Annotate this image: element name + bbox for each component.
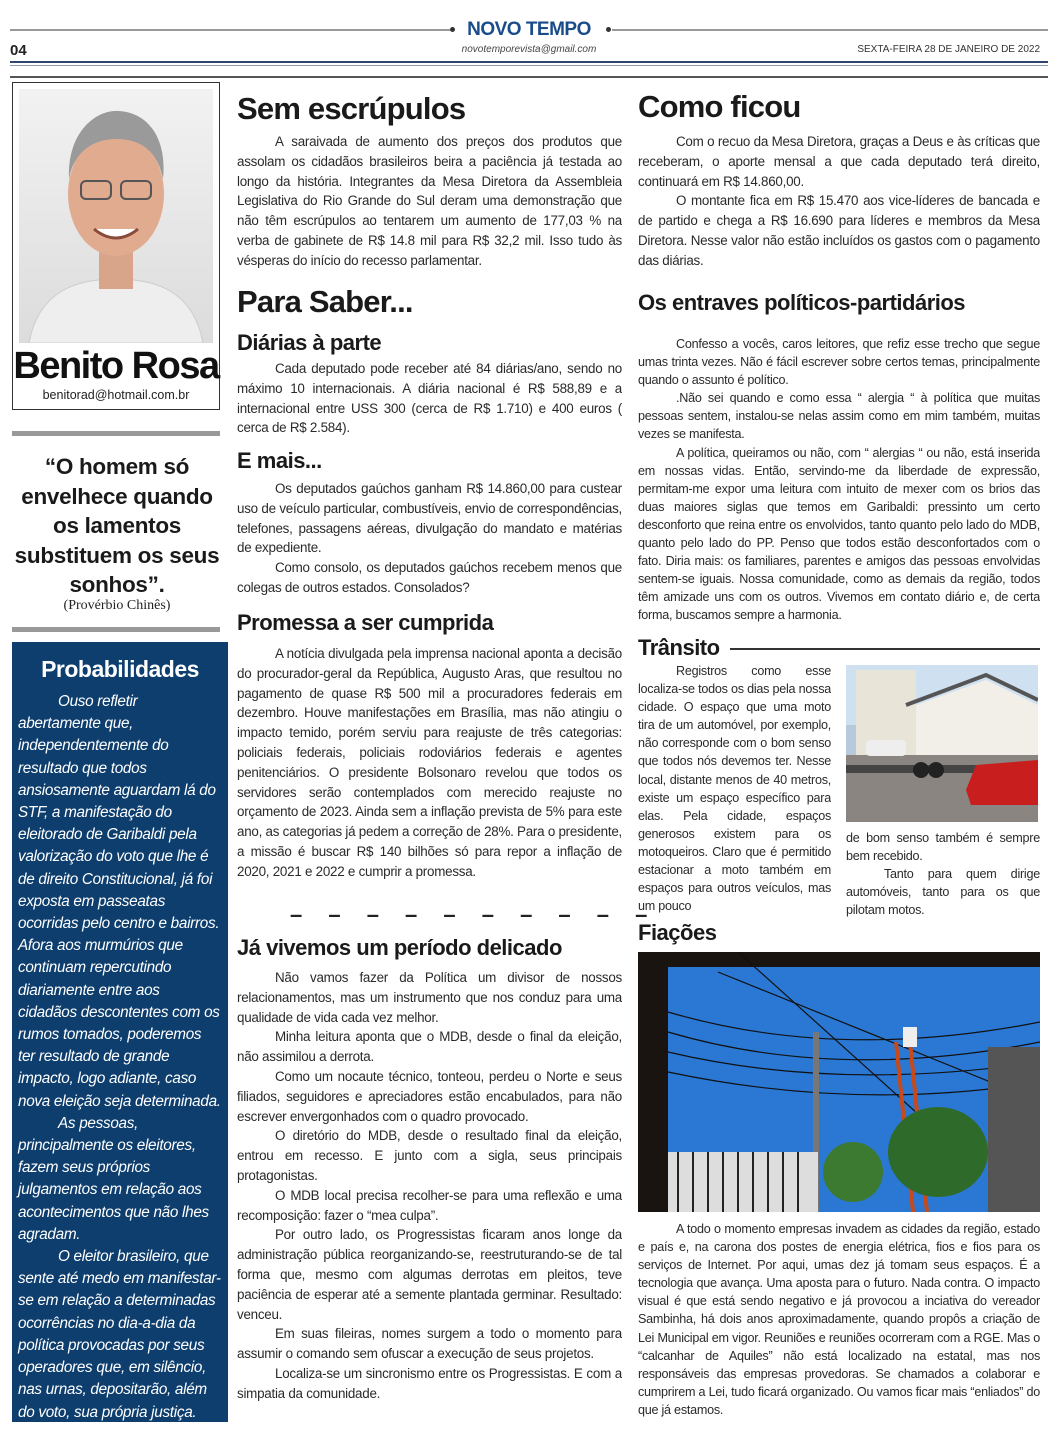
probabilidades-title: Probabilidades <box>41 656 199 682</box>
header-date: SEXTA-FEIRA 28 DE JANEIRO DE 2022 <box>857 44 1040 55</box>
paragraph: O montante fica em R$ 15.470 aos vice-líderes de bancada e de partido e chega a R$ 16.690 para líderes e membros da Mesa Diretora. Nesse valor não estão incluídos os gastos com o pagamento das diárias. <box>638 193 1040 268</box>
header-double-rule <box>10 61 1048 66</box>
header-rule <box>10 76 1048 78</box>
divider <box>12 627 220 632</box>
paragraph: O MDB local precisa recolher-se para uma reflexão e uma recomposição: fazer o “mea culpa”. <box>237 1187 622 1223</box>
author-email: benitorad@hotmail.com.br <box>42 388 190 402</box>
probabilidades-box <box>12 642 228 1422</box>
sem-escrupulos-body <box>237 132 622 272</box>
periodo-title: Já vivemos um período delicado <box>237 935 562 960</box>
separator: – – – – – – – – – – <box>290 902 658 927</box>
author-photo <box>19 89 213 343</box>
e-mais-title: E mais... <box>237 448 322 473</box>
paragraph: Com o recuo da Mesa Diretora, graças a Deus e às críticas que receberam, o aporte mensal a que cada deputado terá direito, continuará em R$ 14.860,00. <box>638 134 1040 189</box>
masthead: NOVO TEMPO <box>467 19 591 40</box>
e-mais-body <box>237 479 622 601</box>
paragraph: A política, queiramos ou não, com “ alergias “ ou não, está inserida em nossas vidas. Então, servindo-me da liberdade de expressão, permitam-me expor uma leitura com intuito de mexer com os brios das duas maiores siglas que temos em Garibaldi: pressinto um certo desconforto que reina entre os envolvidos, tanto quanto pelo lado do MDB, quanto pelo lado do PP. Penso que todos estão desconfortados com o fato. Diria mais: os familiares, parentes e amigos das pessoas envolvidas sentem-se iguais. Nossa comunidade, como as demais da região, todos têm amizade uns com os outros. Vivemos em contato diário e, de certa forma, buscamos sempre a harmonia. <box>638 445 1040 623</box>
paragraph: Cada deputado pode receber até 84 diárias/ano, sendo no máximo 10 internacionais. A diária nacional é R$ 588,89 e a internacional entre USS 300 (cerca de R$ 1.710) e 400 euros ( cerca de R$ 2.584). <box>237 361 622 436</box>
header-email: novotemporevista@gmail.com <box>461 44 597 55</box>
sem-escrupulos-title: Sem escrúpulos <box>237 91 466 126</box>
transito-rule <box>730 648 1040 650</box>
paragraph: Como consolo, os deputados gaúchos recebem menos que colegas de outros estados. Consolados? <box>237 560 622 595</box>
paragraph: Tanto para quem dirige automóveis, tanto para os que pilotam motos. <box>846 867 1040 918</box>
fiacoes-photo <box>638 952 1040 1212</box>
paragraph: Por outro lado, os Progressistas ficaram anos longe da administração pública reorganizando-se, reestruturando-se de tal forma que, mesmo com algumas derrotas em pleitos, teve paciência de esperar até a semente plantada germinar. Resultado: venceu. <box>237 1227 622 1322</box>
entraves-body <box>638 335 1040 627</box>
paragraph: Localiza-se um sincronismo entre os Progressistas. E com a simpatia da comunidade. <box>237 1365 622 1401</box>
author-box <box>12 82 220 410</box>
paragraph: Minha leitura aponta que o MDB, desde o final da eleição, não assimilou a derrota. <box>237 1029 622 1065</box>
paragraph: Confesso a vocês, caros leitores, que refiz esse trecho que segue umas trinta vezes. Não é fácil escrever sobre certos temas, principalmente quando o assunto é político. <box>638 337 1040 388</box>
header-dot <box>606 27 611 32</box>
transito-body <box>638 662 831 918</box>
paragraph: Ouso refletir abertamente que, independentemente do resultado que todos ansiosamente aguardam lá do STF, a manifestação do eleitorado de Garibaldi pela valorização do voto que lhe é de direito Constitucional, já foi exposta em passeatas ocorridas pelo centro e bairros. Afora aos murmúrios que continuam repercutindo diariamente entre aos cidadãos descontentes com os rumos tomados, poderemos ter resultado de grande impacto, logo adiante, caso nova eleição seja determinada. <box>18 693 221 1110</box>
transito-title: Trânsito <box>638 635 720 660</box>
paragraph: .Não sei quando e como essa “ alergia “ à política que muitas pessoas sentem, instalou-se nelas assim como em mim também, muitas vezes se manifesta. <box>638 391 1040 442</box>
periodo-body <box>237 968 622 1426</box>
paragraph: Os deputados gaúchos ganham R$ 14.860,00 para custear uso de veículo particular, combustíveis, envio de correspondências, telefones, passagens aéreas, divulgação do mandato e matérias de expediente. <box>237 481 622 556</box>
paragraph: Em suas fileiras, nomes surgem a todo o momento para assumir o comando sem ofuscar a execução de seus projetos. <box>237 1326 622 1362</box>
para-saber-title: Para Saber... <box>237 284 413 319</box>
paragraph: Não vamos fazer da Política um divisor de nossos relacionamentos, mas um instrumento que nos conduz para uma qualidade de vida cada vez melhor. <box>237 970 622 1025</box>
entraves-title: Os entraves políticos-partidários <box>638 290 966 315</box>
fiacoes-body <box>638 1220 1040 1425</box>
promessa-title: Promessa a ser cumprida <box>237 610 494 635</box>
como-ficou-title: Como ficou <box>638 89 801 124</box>
paragraph: Registros como esse localiza-se todos os dias pela nossa cidade. O espaço que uma moto tira de um automóvel, por exemplo, não corresponde com o bom senso que todos nós devemos ter. Nesse local, distante menos de 40 metros, existe um espaço específico para elas. Pela cidade, espaços generosos existem para os motoqueiros. Claro que é permitido estacionar a moto também em espaços para outros veículos, mas um pouco <box>638 664 831 914</box>
divider <box>12 431 220 436</box>
paragraph: A notícia divulgada pela imprensa nacional aponta a decisão do procurador-geral da República, Augusto Aras, que resultou no pagamento de quase R$ 500 mil a procuradores federais em dezembro. Houve manifestações em Brasília, mas não atingiu o impacto temido, porém serviu para reajuste de três categorias: policiais federais, policiais rodoviários federais e agentes penitenciários. O presidente Bolsonaro revelou que todos os servidores serão contemplados com merecido reajuste no orçamento de 2023. Ainda sem a inflação prevista de 5% para este ano, as categorias já pedem a correção de 28%. Para o presidente, a missão é buscar R$ 140 bilhões só para repor a inflação de 2020, 2021 e 2022 e cumprir a promessa. <box>237 646 622 879</box>
como-ficou-body <box>638 132 1040 272</box>
paragraph: A saraivada de aumento dos preços dos produtos que assolam os cidadãos brasileiros beira a paciência já testada ao longo da história. Integrantes da Mesa Diretora da Assembleia Legislativa do Rio Grande do Sul deram uma demonstração que não têm escrúpulos ao tentarem um aumento de 177,03 % na verba de gabinete de R$ 14.8 mil para R$ 32,2 mil. Isso tudo às vésperas do início do recesso parlamentar. <box>237 134 622 268</box>
paragraph: O eleitor brasileiro, que sente até medo em manifestar-se em relação a determinadas ocorrências no dia-a-dia da política provocadas por seus operadores que, em silêncio, nas urnas, depositarão, além do voto, sua própria justiça. <box>18 1248 221 1421</box>
fiacoes-title: Fiações <box>638 920 717 945</box>
paragraph: de bom senso também é sempre bem recebido. <box>846 831 1040 864</box>
quote-source: (Provérbio Chinês) <box>63 598 171 613</box>
paragraph: O diretório do MDB, desde o resultado final da eleição, entrou em recesso. E junto com a sigla, seus principais protagonistas. <box>237 1128 622 1183</box>
diarias-body <box>237 359 622 441</box>
author-name: Benito Rosa <box>13 345 219 387</box>
diarias-title: Diárias à parte <box>237 330 382 355</box>
page-number: 04 <box>10 42 27 59</box>
quote-text: “O homem só envelhece quando os lamentos substituem os seus sonhos”. <box>14 454 220 598</box>
header-rule-right <box>612 29 1048 31</box>
paragraph: As pessoas, principalmente os eleitores, fazem seus próprios julgamentos em relação aos acontecimentos que não lhes agradam. <box>18 1114 209 1243</box>
transito-body-cont <box>846 829 1040 921</box>
paragraph: A todo o momento empresas invadem as cidades da região, estado e país e, na carona dos postes de energia elétrica, fios e fios para os serviços de Internet. Por aqui, umas dez já tomam seus espaços. É a tecnologia que avança. Uma aposta para o futuro. Nada contra. O impacto visual é que está sendo negativo e já provocou a inciativa do vereador Sambinha, há dois anos aproximadamente, quando propôs a criação de Lei Municipal em vigor. Reuniões e reuniões ocorreram com a RGE. Mas o “calcanhar de Aquiles” não está localizado na estatal, mas nos responsáveis das empresas provedoras. Se chamados a colaborar e cumprirem a Lei, tudo ficará organizado. Ou vamos ficar mais “enliados” do que já estamos. <box>638 1222 1040 1417</box>
transito-photo <box>846 665 1038 822</box>
paragraph: Como um nocaute técnico, tonteou, perdeu o Norte e seus filiados, seguidores e apreciadores estão encabulados, para não escrever envergonhados com o quadro provocado. <box>237 1068 622 1124</box>
promessa-body <box>237 644 622 904</box>
